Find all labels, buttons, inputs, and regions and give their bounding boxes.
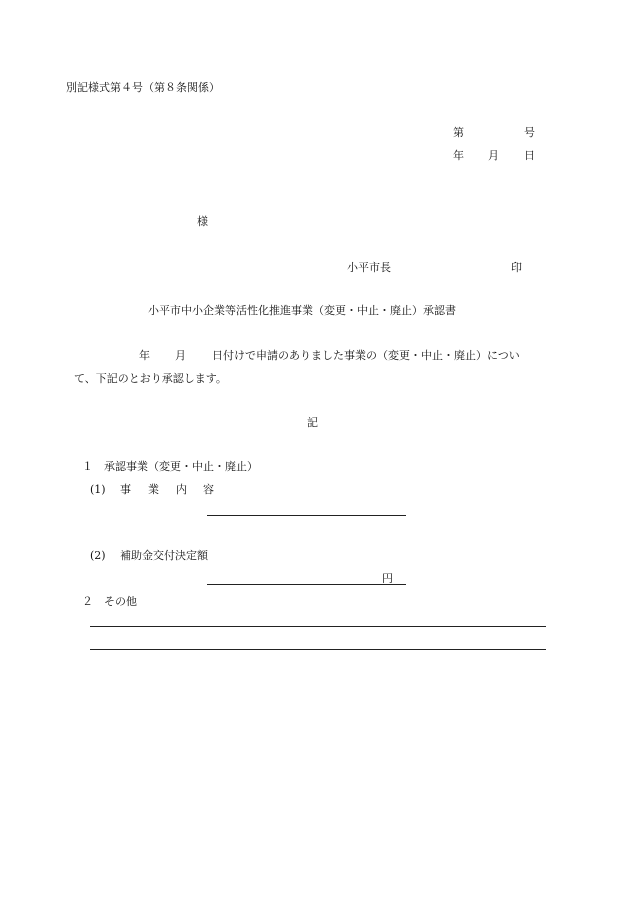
addressee-honorific: 様 <box>197 215 208 228</box>
section2-heading: ２ その他 <box>82 595 137 608</box>
other-line-2 <box>90 649 546 650</box>
body-year: 年 <box>139 349 150 362</box>
date-month: 月 <box>488 149 499 162</box>
item2-unit: 円 <box>382 572 393 585</box>
date-day: 日 <box>524 149 535 162</box>
item2-label: 補助金交付決定額 <box>120 549 208 562</box>
item1-value-line <box>207 515 406 516</box>
body-line2: て、下記のとおり承認します。 <box>74 372 227 385</box>
item1-label-char: 容 <box>203 483 214 496</box>
doc-number-go: 号 <box>524 126 535 139</box>
doc-number-dai: 第 <box>453 126 464 139</box>
item1-number: (1) <box>90 483 106 496</box>
body-line1-rest: 日付けで申請のありました事業の（変更・中止・廃止）につい <box>212 349 520 362</box>
item2-amount-line <box>207 584 406 585</box>
ki-heading: 記 <box>307 416 318 429</box>
form-label: 別記様式第４号（第８条関係） <box>66 81 220 94</box>
item1-label-char: 事 <box>120 483 131 496</box>
other-line-1 <box>90 626 546 627</box>
date-year: 年 <box>453 149 464 162</box>
body-month: 月 <box>175 349 186 362</box>
document-title: 小平市中小企業等活性化推進事業（変更・中止・廃止）承認書 <box>148 304 456 317</box>
item1-label-char: 業 <box>148 483 159 496</box>
sender-title: 小平市長 <box>347 261 391 274</box>
item1-label-char: 内 <box>176 483 187 496</box>
sender-seal: 印 <box>511 261 522 274</box>
item2-number: (2) <box>90 549 106 562</box>
section1-heading: １ 承認事業（変更・中止・廃止） <box>82 460 258 473</box>
